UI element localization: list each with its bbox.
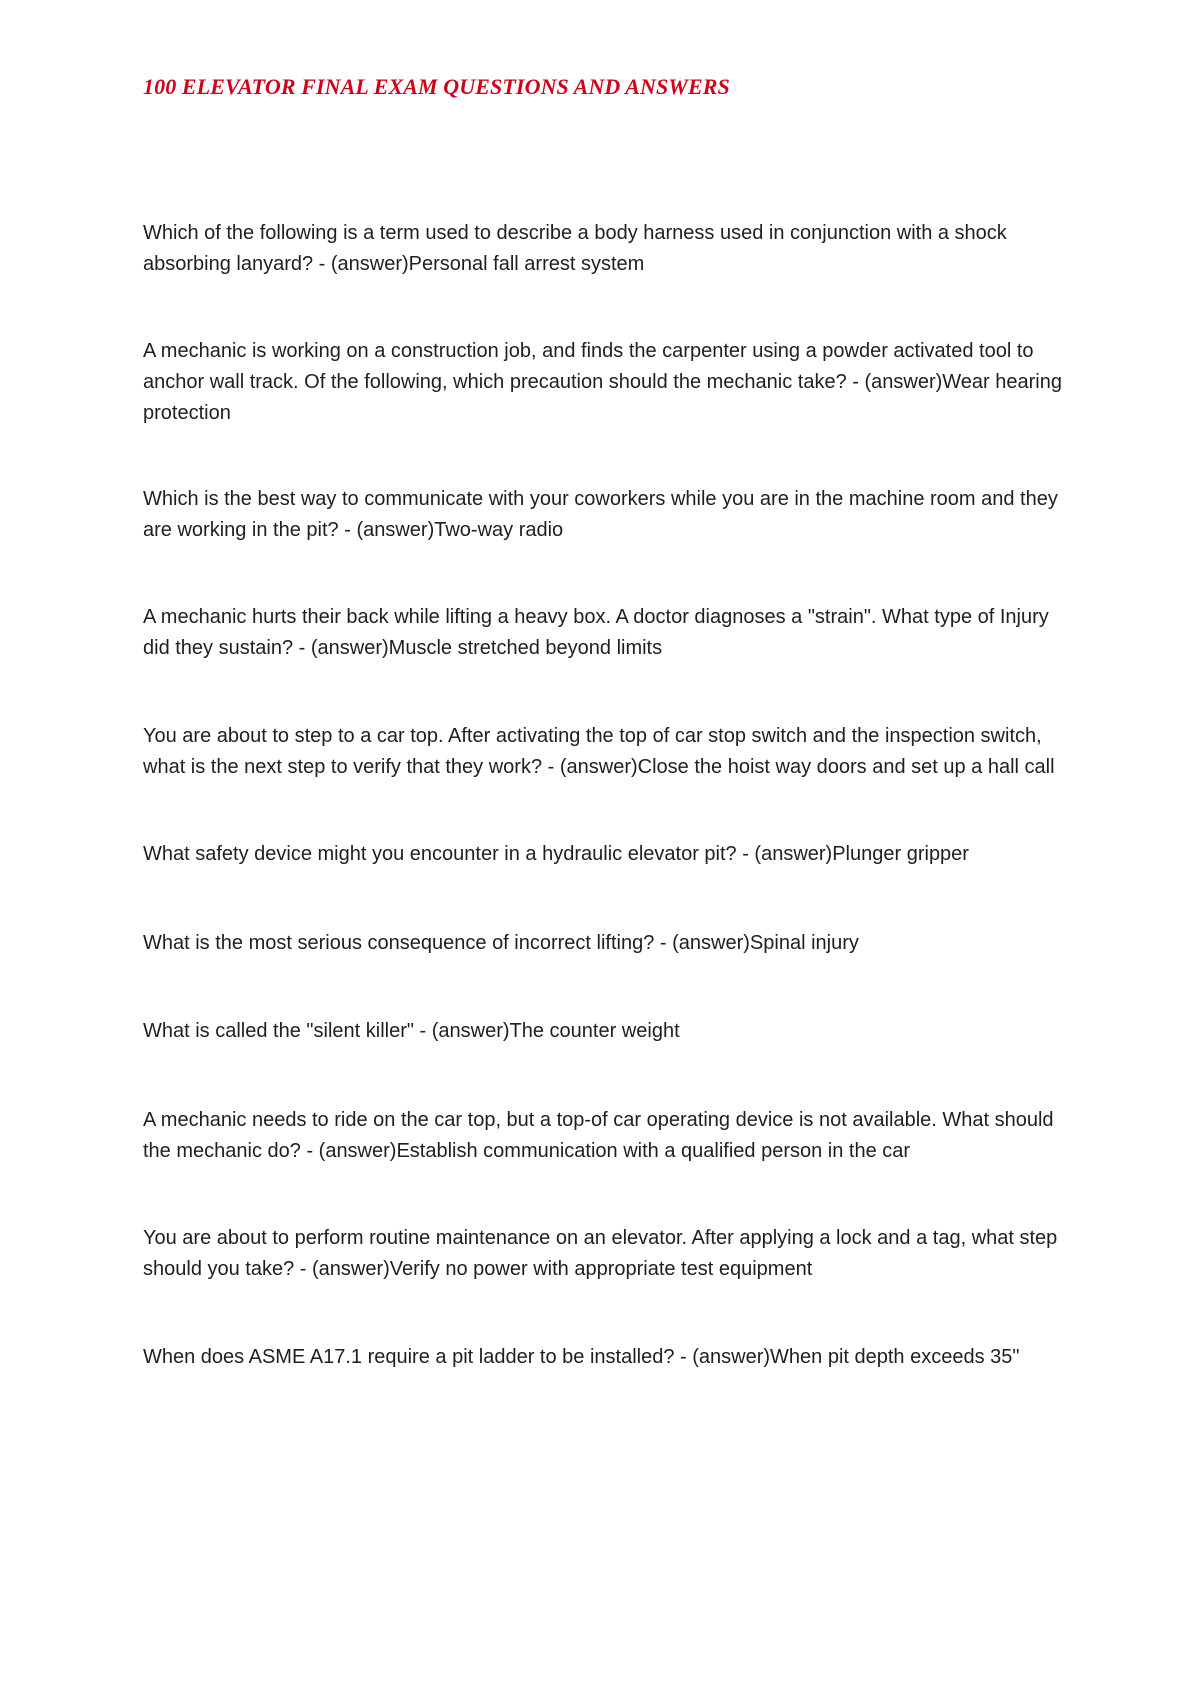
qa-text: You are about to step to a car top. After activating the top of car stop switch and the inspection switch, what is the next step to verify that they work? - (answer)Close the hoist way doors and set up a hall call	[143, 725, 1055, 778]
qa-item-8	[143, 1016, 1073, 1047]
qa-text: You are about to perform routine maintenance on an elevator. After applying a lock and a tag, what step should you take? - (answer)Verify no power with appropriate test equipment	[143, 1227, 1058, 1280]
qa-text: Which is the best way to communicate with your coworkers while you are in the machine room and they are working in the pit? - (answer)Two-way radio	[143, 488, 1058, 541]
qa-item-9	[143, 1105, 1073, 1167]
qa-item-4	[143, 602, 1073, 664]
qa-text: What is called the "silent killer" - (answer)The counter weight	[143, 1020, 680, 1042]
qa-item-5	[143, 721, 1073, 783]
qa-text: Which of the following is a term used to describe a body harness used in conjunction with a shock absorbing lanyard? - (answer)Personal fall arrest system	[143, 222, 1007, 275]
qa-text: What is the most serious consequence of incorrect lifting? - (answer)Spinal injury	[143, 932, 859, 954]
page-title: 100 ELEVATOR FINAL EXAM QUESTIONS AND ANSWERS	[143, 74, 730, 99]
qa-text: A mechanic hurts their back while lifting a heavy box. A doctor diagnoses a "strain". What type of Injury did they sustain? - (answer)Muscle stretched beyond limits	[143, 606, 1049, 659]
qa-text: When does ASME A17.1 require a pit ladder to be installed? - (answer)When pit depth exceeds 35"	[143, 1346, 1020, 1368]
qa-text: What safety device might you encounter in a hydraulic elevator pit? - (answer)Plunger gripper	[143, 843, 969, 865]
qa-item-11	[143, 1342, 1073, 1373]
qa-item-6	[143, 839, 1073, 870]
qa-item-2	[143, 336, 1073, 429]
qa-text: A mechanic needs to ride on the car top, but a top-of car operating device is not available. What should the mechanic do? - (answer)Establish communication with a qualified person in the car	[143, 1109, 1054, 1162]
qa-item-7	[143, 928, 1073, 959]
qa-item-3	[143, 484, 1073, 546]
qa-item-10	[143, 1223, 1073, 1285]
qa-text: A mechanic is working on a construction job, and finds the carpenter using a powder activated tool to anchor wall track. Of the following, which precaution should the mechanic take? - (answer)Wear hearing protection	[143, 340, 1062, 424]
qa-item-1	[143, 218, 1073, 280]
